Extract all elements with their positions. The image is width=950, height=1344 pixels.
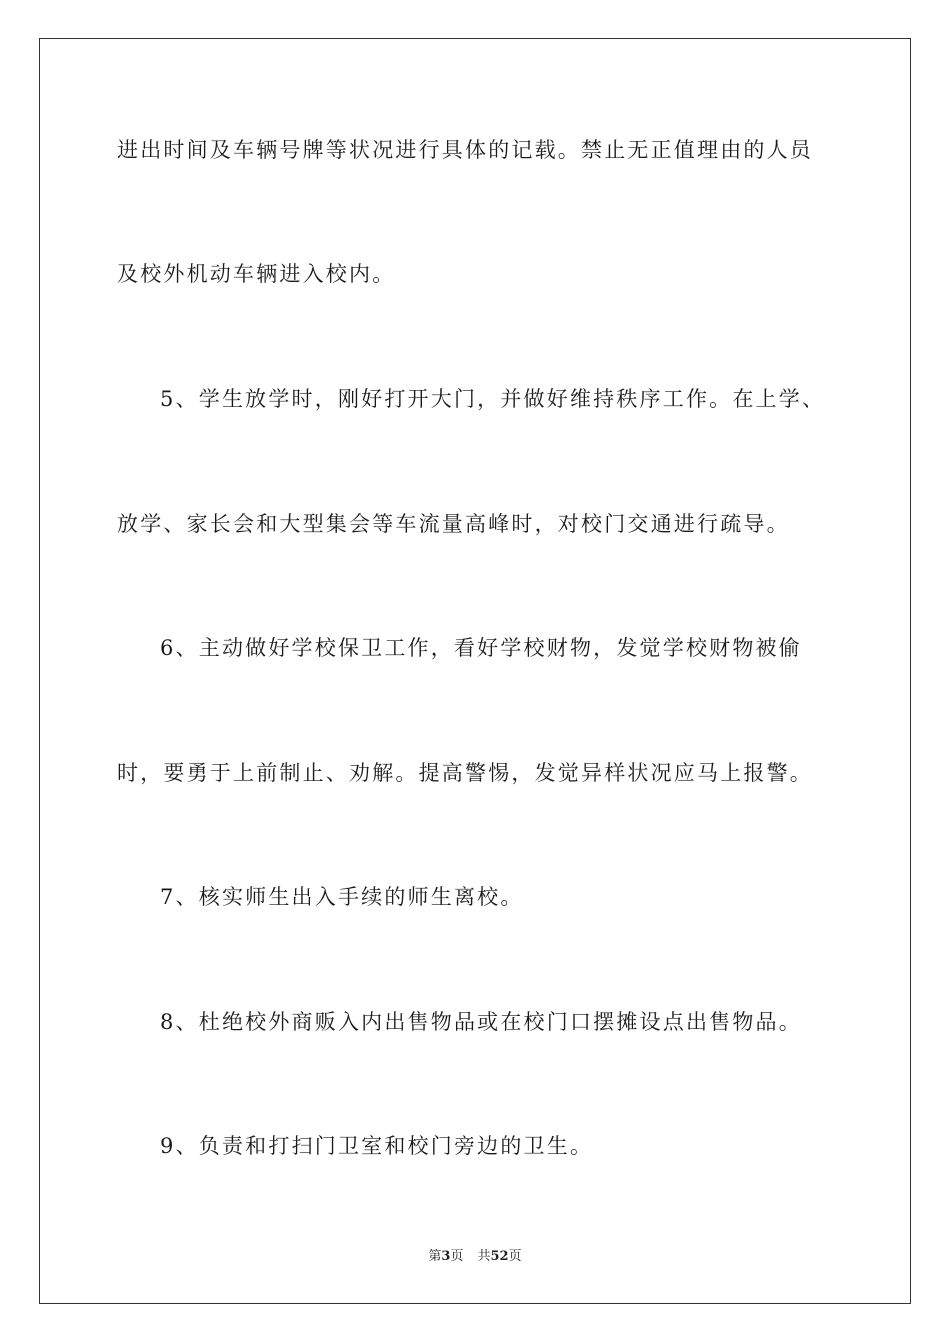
text-line-1: 进出时间及车辆号牌等状况进行具体的记载。禁止无正值理由的人员 bbox=[117, 138, 813, 162]
total-prefix: 共 bbox=[477, 1249, 491, 1264]
text-line-item-7: 7、核实师生出入手续的师生离校。 bbox=[160, 885, 524, 909]
page-border bbox=[39, 38, 911, 1304]
text-line-4: 放学、家长会和大型集会等车流量高峰时，对校门交通进行疏导。 bbox=[117, 512, 790, 536]
page-footer bbox=[0, 1248, 950, 1266]
page-suffix: 页 bbox=[450, 1249, 464, 1264]
total-pages: 52 bbox=[490, 1249, 509, 1264]
text-line-6: 时，要勇于上前制止、劝解。提高警惕，发觉异样状况应马上报警。 bbox=[117, 761, 813, 785]
total-suffix: 页 bbox=[508, 1249, 522, 1264]
text-line-item-5: 5、学生放学时，刚好打开大门，并做好维持秩序工作。在上学、 bbox=[160, 387, 826, 411]
page-prefix: 第 bbox=[428, 1249, 442, 1264]
text-line-item-8: 8、杜绝校外商贩入内出售物品或在校门口摆摊设点出售物品。 bbox=[160, 1010, 802, 1034]
text-line-item-6: 6、主动做好学校保卫工作，看好学校财物，发觉学校财物被偷 bbox=[160, 636, 802, 660]
text-line-2: 及校外机动车辆进入校内。 bbox=[117, 262, 396, 286]
text-line-item-9: 9、负责和打扫门卫室和校门旁边的卫生。 bbox=[160, 1134, 594, 1158]
page-number: 3 bbox=[441, 1249, 451, 1264]
